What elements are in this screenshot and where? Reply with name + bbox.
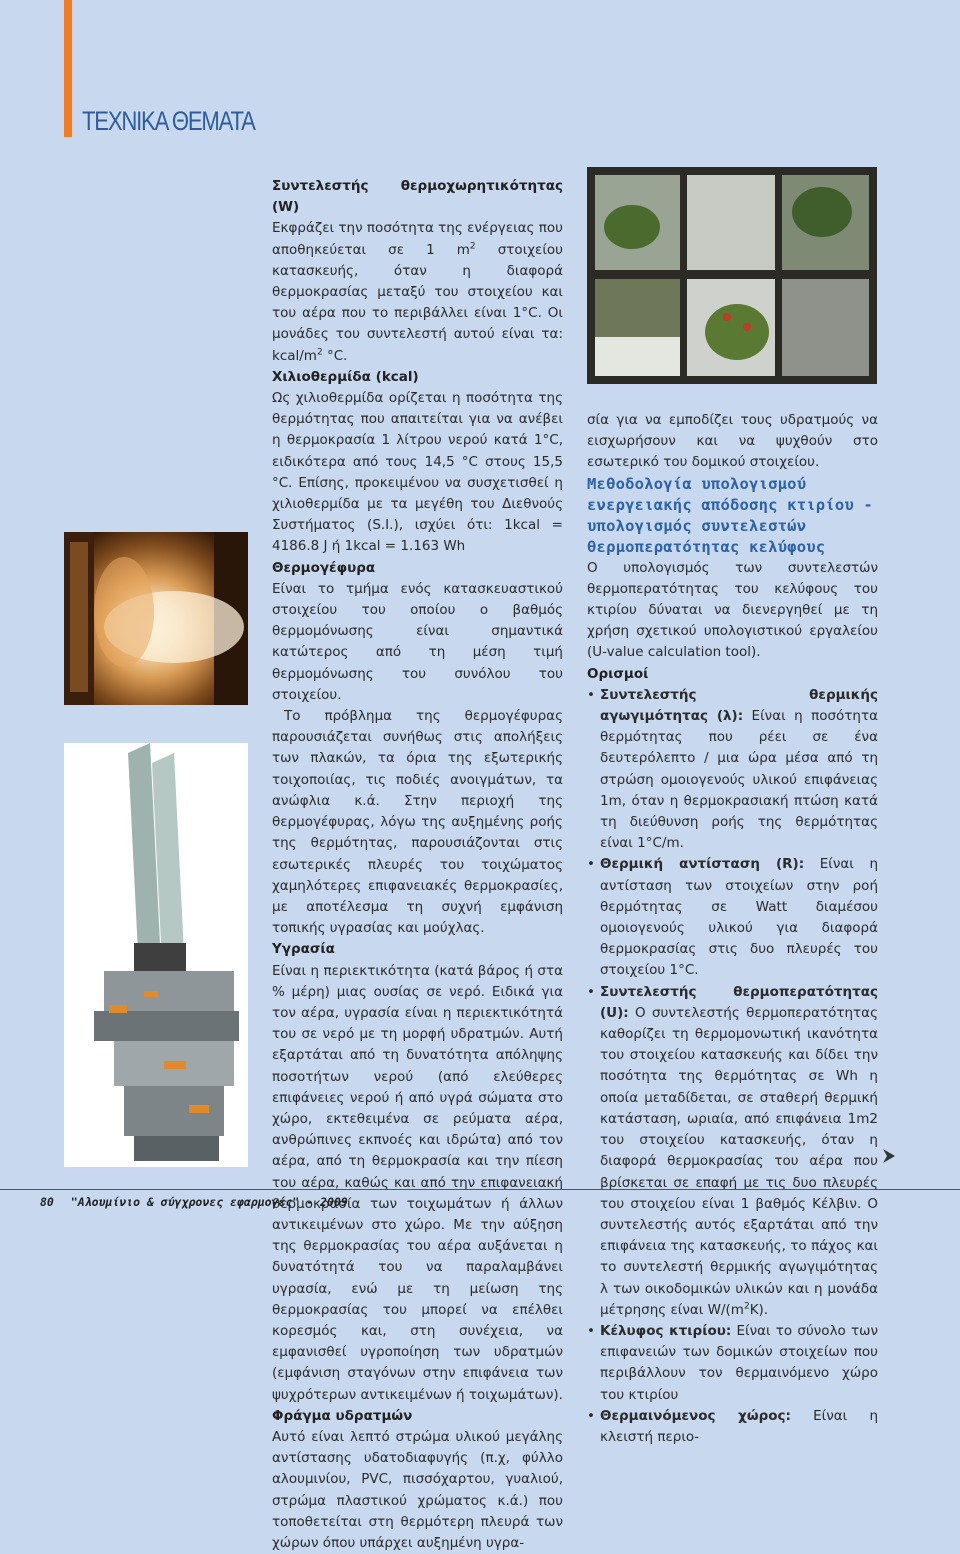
heading-heat-capacity: Συντελεστής θερμοχωρητικότητας (W) xyxy=(272,178,563,216)
paragraph-heat-capacity xyxy=(272,218,563,366)
heading-definitions: Ορισμοί xyxy=(587,665,649,682)
term: Συντελεστής θερμικής αγωγιμότητας (λ): xyxy=(600,686,878,725)
paragraph-intro: Ο υπολογισμός των συντελεστών θερμοπερατότητας του κελύφους του κτιρίου δύναται να διενεργηθεί με τη χρήση σχετικού υπολογιστικού εργαλείου (U-value calculation tool). xyxy=(587,559,878,661)
text: στοιχείου κατασκευής, όταν η διαφορά θερμοκρασίας μεταξύ του στοιχείου και του αέρα που το περιβάλλει είναι 1°C. Οι μονάδες του συντελεστή αυτού είναι τα: kcal/m xyxy=(272,241,563,364)
winter-window-photo xyxy=(587,167,877,384)
term: Συντελεστής θερμοπερατότητας (U): xyxy=(600,983,878,1021)
paragraph-humidity: Είναι η περιεκτικότητα (κατά βάρος ή στα % μέρη) μιας ουσίας σε νερό. Ειδικά για τον αέρα, υγρασία είναι η περιεκτικότητά του σε νερό με τη μορφή υδρατμών. Αυτή εξαρτάται από τη δυνατότητα απόληψης ποσοτήτων νερού (από ελεύθερες επιφάνειες νερού ή από υγρά σώματα στο χώρο, εκτεθειμένα σε ρεύματα αέρα, ανθρώπινες εκπνοές και ιδρώτα) από τον αέρα, από τη θερμοκρασία και την πίεση του αέρα, καθώς και από την επιφανειακή θερμοκρασία των τοιχωμάτων ή άλλων αντικειμένων στο χώρο. Με την αύξηση της θερμοκρασίας του αέρα αυξάνεται η δυνατότητά του να παραλαμβάνει υγρασία, ενώ με τη μείωση της θερμοκρασίας του μπορεί να επέλθει κορεσμός και, στη συνέχεια, να εμφανισθεί υγροποίηση των υδρατμών (εμφάνιση σταγόνων στην επιφάνεια των ψυχρότερων αντικειμένων ή τοιχωμάτων). xyxy=(272,962,563,1403)
text: Ο συντελεστής θερμοπερατότητας καθορίζει τη θερμομονωτική ικανότητα του στοιχείου κατασκευής και δίδει την ποσότητα της θερμότητας σε Wh η οποία μεταδίδεται, σε σταθερή θερμική κατάσταση, ωριαία, από επιφάνεια 1m2 του στοιχείου κατασκευής, όταν η διαφορά θερμοκρασίας του αέρα που βρίσκεται σε επαφή με τις δυο πλευρές του στοιχείου είναι 1 βαθμός Κέλβιν. Ο συντελεστής αυτός εξαρτάται από την επιφάνεια της κατασκευής, το πάχος και το συντελεστή θερμικής αγωγιμότητας λ των οικοδομικών υλικών και η μονάδα μέτρησης είναι W/(m xyxy=(600,1004,878,1318)
list-item xyxy=(587,1321,878,1406)
paragraph-thermal-bridge-problem: Το πρόβλημα της θερμογέφυρας παρουσιάζεται συνήθως στις απολήξεις των πλακών, τα όρια της εξωτερικής τοιχοποιίας, τις ποδιές ανοιγμάτων, τα ανώφλια κ.ά. Στην περιοχή της θερμογέφυρας, λόγω της αυξημένης ροής της θερμότητας, παρουσιάζονται στις εσωτερικές πλευρές του τοιχώματος χαμηλότερες επιφανειακές θερμοκρασίες, με αποτέλεσμα τη συχνή εμφάνιση τοπικής υγρασίας και μούχλας. xyxy=(272,708,563,937)
heading-humidity: Υγρασία xyxy=(272,941,335,958)
page-number: 80 xyxy=(40,1195,54,1209)
paragraph-vapour-barrier: Αυτό είναι λεπτό στρώμα υλικού μεγάλης αντίστασης υδατοδιαφυγής (π.χ, φύλλο αλουμινίου, PVC, πισσόχαρτου, γυαλιού, στρώμα πλαστικού χρώματος κ.ά.) που τοποθετείται στη θερμότερη πλευρά των χώρων όπου υπάρχει αυξημένη υγρα- xyxy=(272,1428,563,1551)
paragraph-kcal: Ως χιλιοθερμίδα ορίζεται η ποσότητα της θερμότητας που απαιτείται για να ανέβει η θερμοκρασία 1 λίτρου νερού κατά 1°C, ειδικότερα από τους 14,5 °C στους 15,5 °C. Επίσης, προκειμένου να συσχετισθεί η χιλιοθερμίδα με τα μεγέθη του Διεθνούς Συστήματος (S.I.), ισχύει ότι: 1kcal = 4186.8 J ή 1kcal = 1.163 Wh xyxy=(272,390,563,555)
text: Είναι το σύνολο των επιφανειών των δομικών στοιχείων που περιβάλλουν τον θερμαινόμενο χώρο του κτιρίου xyxy=(600,1322,878,1403)
heat-loss-photo xyxy=(64,532,248,705)
term: Κέλυφος κτιρίου: xyxy=(600,1322,732,1339)
list-item xyxy=(587,982,878,1321)
article-column-middle xyxy=(272,176,563,1554)
paragraph-thermal-bridge: Είναι το τμήμα ενός κατασκευαστικού στοιχείου του οποίου ο βαθμός θερμομόνωσης είναι σημαντικά κατώτερος από τη μέση τιμή θερμομόνωσης του συνόλου του στοιχείου. xyxy=(272,580,563,703)
superscript: 2 xyxy=(469,241,476,252)
text: K). xyxy=(749,1301,769,1318)
term: Θερμαινόμενος χώρος: xyxy=(600,1407,791,1424)
article-column-right xyxy=(587,410,878,1448)
text: Είναι η ποσότητα θερμότητας που ρέει σε ένα δευτερόλεπτο / μια ώρα μέσα από τη στρώση ομοιογενούς υλικού επιφάνειας 1m, όταν η θερμοκρασιακή πτώση κατά τη διεύθυνση ροής της θερμότητας είναι 1°C/m. xyxy=(600,708,879,852)
text: °C. xyxy=(322,347,348,364)
paragraph-continuation: σία για να εμποδίζει τους υδρατμούς να εισχωρήσουν και να ψυχθούν στο εσωτερικό του δομικού στοιχείου. xyxy=(587,412,878,471)
heading-kcal: Χιλιοθερμίδα (kcal) xyxy=(272,368,419,385)
window-profile-section-image xyxy=(64,743,248,1167)
text: Εκφράζει την ποσότητα της ενέργειας που αποθηκεύεται σε 1 m xyxy=(272,220,563,258)
section-title: ΤΕΧΝΙΚΑ ΘΕΜΑΤΑ xyxy=(82,106,255,136)
methodology-heading: Μεθοδολογία υπολογισμού ενεργειακής απόδοσης κτιρίου - υπολογισμός συντελεστών θερμοπερατότητας κελύφους xyxy=(587,474,873,556)
superscript: 2 xyxy=(743,1301,750,1312)
heading-thermal-bridge: Θερμογέφυρα xyxy=(272,559,376,576)
list-item xyxy=(587,1406,878,1448)
superscript: 2 xyxy=(316,347,323,358)
text: Είναι η κλειστή περιο- xyxy=(600,1407,878,1445)
page-footer xyxy=(40,1195,348,1209)
heading-vapour-barrier: Φράγμα υδρατμών xyxy=(272,1407,413,1424)
accent-bar xyxy=(64,0,72,137)
footer-divider xyxy=(0,1189,960,1190)
list-item xyxy=(587,854,878,981)
list-item xyxy=(587,685,878,855)
arrow-right-icon xyxy=(881,1147,897,1169)
text: Είναι η αντίσταση των στοιχείων στην ροή θερμότητας σε Watt διαμέσου ομοιογενούς υλικού για διαφορά θερμοκρασίας στις δυο πλευρές του στοιχείου 1°C. xyxy=(600,856,878,979)
publication-name: "Αλουμίνιο & σύγχρονες εφαρμογές" - 2009 xyxy=(70,1195,348,1209)
term: Θερμική αντίσταση (R): xyxy=(600,856,805,873)
